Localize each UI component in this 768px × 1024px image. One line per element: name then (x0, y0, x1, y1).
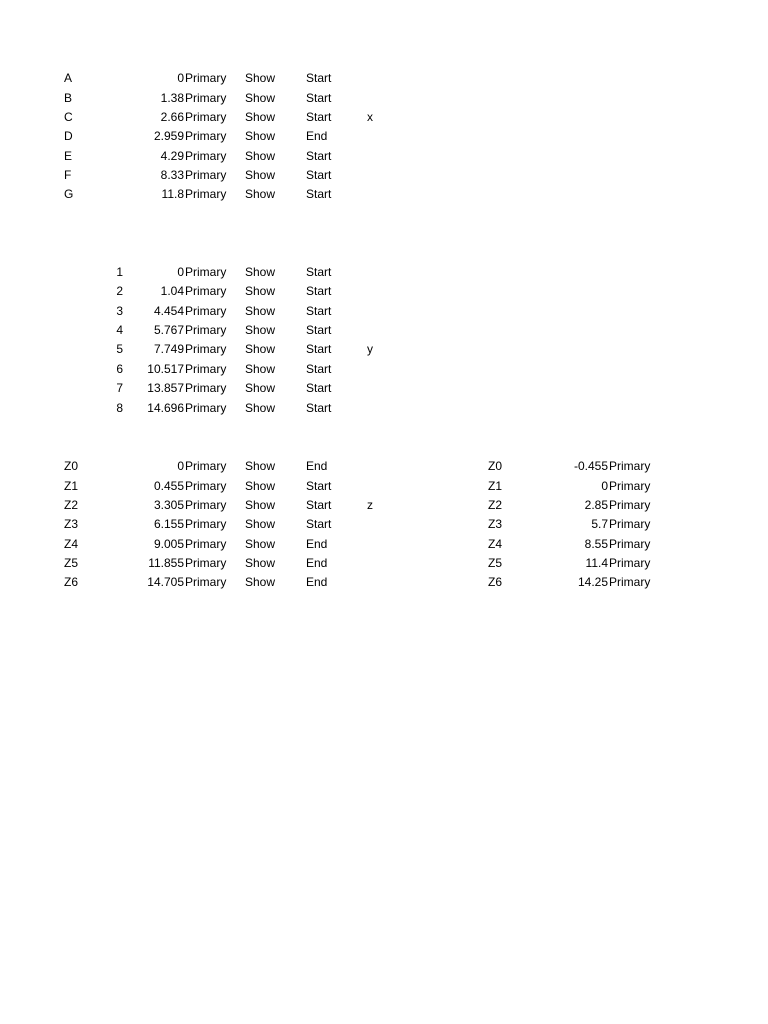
row-visibility: Show (245, 304, 276, 318)
row-index: 1 (116, 265, 123, 279)
row-visibility: Show (245, 168, 276, 182)
row-type: Primary (185, 284, 227, 298)
row-value: 13.857 (147, 381, 184, 395)
row-position: Start (306, 284, 332, 298)
alt-row-value: -0.455 (573, 459, 608, 473)
row-position: End (306, 129, 328, 143)
row-position: Start (306, 71, 332, 85)
row-label: Z1 (64, 479, 79, 493)
row-type: Primary (185, 479, 227, 493)
alt-row-type: Primary (609, 537, 651, 551)
row-position: Start (306, 498, 332, 512)
row-visibility: Show (245, 556, 276, 570)
table-row (0, 108, 768, 127)
row-position: Start (306, 401, 332, 415)
alt-row-type: Primary (609, 479, 651, 493)
row-type: Primary (185, 323, 227, 337)
row-position: Start (306, 342, 332, 356)
row-value: 1.04 (160, 284, 184, 298)
row-position: Start (306, 168, 332, 182)
row-value: 11.8 (161, 187, 184, 201)
row-type: Primary (185, 129, 227, 143)
row-value: 10.517 (147, 362, 184, 376)
row-type: Primary (185, 187, 227, 201)
row-label: G (64, 187, 74, 201)
row-visibility: Show (245, 265, 276, 279)
row-position: Start (306, 110, 332, 124)
row-index: 6 (116, 362, 123, 376)
row-position: Start (306, 304, 332, 318)
row-position: Start (306, 479, 332, 493)
row-value: 11.855 (148, 556, 184, 570)
row-index: 4 (116, 323, 123, 337)
row-type: Primary (185, 71, 227, 85)
row-type: Primary (185, 149, 227, 163)
row-label: Z2 (64, 498, 79, 512)
alt-row-type: Primary (609, 556, 651, 570)
row-visibility: Show (245, 498, 276, 512)
row-visibility: Show (245, 517, 276, 531)
row-value: 6.155 (153, 517, 184, 531)
row-type: Primary (185, 381, 227, 395)
row-value: 2.66 (160, 110, 184, 124)
row-type: Primary (185, 517, 227, 531)
row-visibility: Show (245, 575, 276, 589)
row-value: 0 (177, 459, 184, 473)
table-row (0, 321, 768, 340)
row-value: 4.454 (153, 304, 184, 318)
row-value: 0.455 (153, 479, 184, 493)
block-marker: z (367, 498, 373, 512)
row-position: Start (306, 323, 332, 337)
row-visibility: Show (245, 537, 276, 551)
row-label: Z6 (64, 575, 79, 589)
table-row (0, 399, 768, 418)
row-position: Start (306, 381, 332, 395)
row-type: Primary (185, 459, 227, 473)
table-row (0, 457, 768, 476)
row-index: 5 (116, 342, 123, 356)
row-visibility: Show (245, 284, 276, 298)
row-index: 8 (116, 401, 123, 415)
row-value: 5.767 (153, 323, 184, 337)
row-visibility: Show (245, 459, 276, 473)
row-position: Start (306, 91, 332, 105)
alt-row-type: Primary (609, 575, 651, 589)
row-position: Start (306, 517, 332, 531)
table-row (0, 573, 768, 592)
row-label: B (64, 91, 73, 105)
row-value: 9.005 (153, 537, 184, 551)
row-position: End (306, 459, 328, 473)
row-index: 2 (116, 284, 123, 298)
table-row (0, 127, 768, 146)
row-visibility: Show (245, 187, 276, 201)
row-type: Primary (185, 362, 227, 376)
row-type: Primary (185, 401, 227, 415)
row-label: A (64, 71, 73, 85)
alt-row-type: Primary (609, 498, 651, 512)
row-visibility: Show (245, 71, 276, 85)
row-index: 3 (116, 304, 123, 318)
row-value: 3.305 (153, 498, 184, 512)
row-position: Start (306, 362, 332, 376)
alt-row-type: Primary (609, 517, 651, 531)
row-value: 0 (177, 71, 184, 85)
row-position: End (306, 537, 328, 551)
row-type: Primary (185, 91, 227, 105)
alt-row-value: 5.7 (591, 517, 608, 531)
alt-row-label: Z4 (488, 537, 503, 551)
block-marker: y (367, 342, 373, 356)
block-marker: x (367, 110, 373, 124)
row-visibility: Show (245, 323, 276, 337)
table-row (0, 379, 768, 398)
alt-row-label: Z5 (488, 556, 503, 570)
alt-row-value: 2.85 (584, 498, 608, 512)
row-index: 7 (116, 381, 123, 395)
table-row (0, 282, 768, 301)
table-row (0, 496, 768, 515)
row-value: 14.696 (147, 401, 184, 415)
row-label: Z4 (64, 537, 79, 551)
alt-row-value: 11.4 (585, 556, 608, 570)
table-row (0, 147, 768, 166)
table-row (0, 360, 768, 379)
alt-row-label: Z6 (488, 575, 503, 589)
row-type: Primary (185, 168, 227, 182)
alt-row-value: 0 (601, 479, 608, 493)
table-row (0, 515, 768, 534)
table-row (0, 477, 768, 496)
row-visibility: Show (245, 362, 276, 376)
row-value: 1.38 (160, 91, 184, 105)
table-row (0, 554, 768, 573)
row-type: Primary (185, 498, 227, 512)
table-row (0, 535, 768, 554)
row-value: 8.33 (160, 168, 184, 182)
table-row (0, 185, 768, 204)
row-type: Primary (185, 304, 227, 318)
table-row (0, 302, 768, 321)
row-label: C (64, 110, 73, 124)
row-position: Start (306, 149, 332, 163)
row-type: Primary (185, 556, 227, 570)
row-visibility: Show (245, 91, 276, 105)
alt-row-value: 8.55 (584, 537, 608, 551)
row-visibility: Show (245, 149, 276, 163)
row-visibility: Show (245, 401, 276, 415)
row-label: Z3 (64, 517, 79, 531)
row-visibility: Show (245, 342, 276, 356)
row-type: Primary (185, 342, 227, 356)
row-type: Primary (185, 265, 227, 279)
row-visibility: Show (245, 381, 276, 395)
table-row (0, 340, 768, 359)
alt-row-label: Z3 (488, 517, 503, 531)
table-row (0, 69, 768, 88)
alt-row-label: Z1 (488, 479, 503, 493)
row-value: 7.749 (153, 342, 184, 356)
row-visibility: Show (245, 129, 276, 143)
row-position: Start (306, 265, 332, 279)
table-row (0, 89, 768, 108)
row-value: 0 (177, 265, 184, 279)
table-row (0, 166, 768, 185)
row-visibility: Show (245, 479, 276, 493)
row-label: D (64, 129, 73, 143)
row-position: End (306, 556, 328, 570)
row-visibility: Show (245, 110, 276, 124)
row-type: Primary (185, 575, 227, 589)
row-label: Z5 (64, 556, 79, 570)
alt-row-value: 14.25 (577, 575, 608, 589)
table-row (0, 263, 768, 282)
row-position: End (306, 575, 328, 589)
alt-row-type: Primary (609, 459, 651, 473)
alt-row-label: Z0 (488, 459, 503, 473)
row-value: 2.959 (153, 129, 184, 143)
row-type: Primary (185, 110, 227, 124)
alt-row-label: Z2 (488, 498, 503, 512)
row-label: E (64, 149, 73, 163)
row-value: 4.29 (160, 149, 184, 163)
row-value: 14.705 (147, 575, 184, 589)
row-type: Primary (185, 537, 227, 551)
row-label: Z0 (64, 459, 79, 473)
row-position: Start (306, 187, 332, 201)
row-label: F (64, 168, 72, 182)
